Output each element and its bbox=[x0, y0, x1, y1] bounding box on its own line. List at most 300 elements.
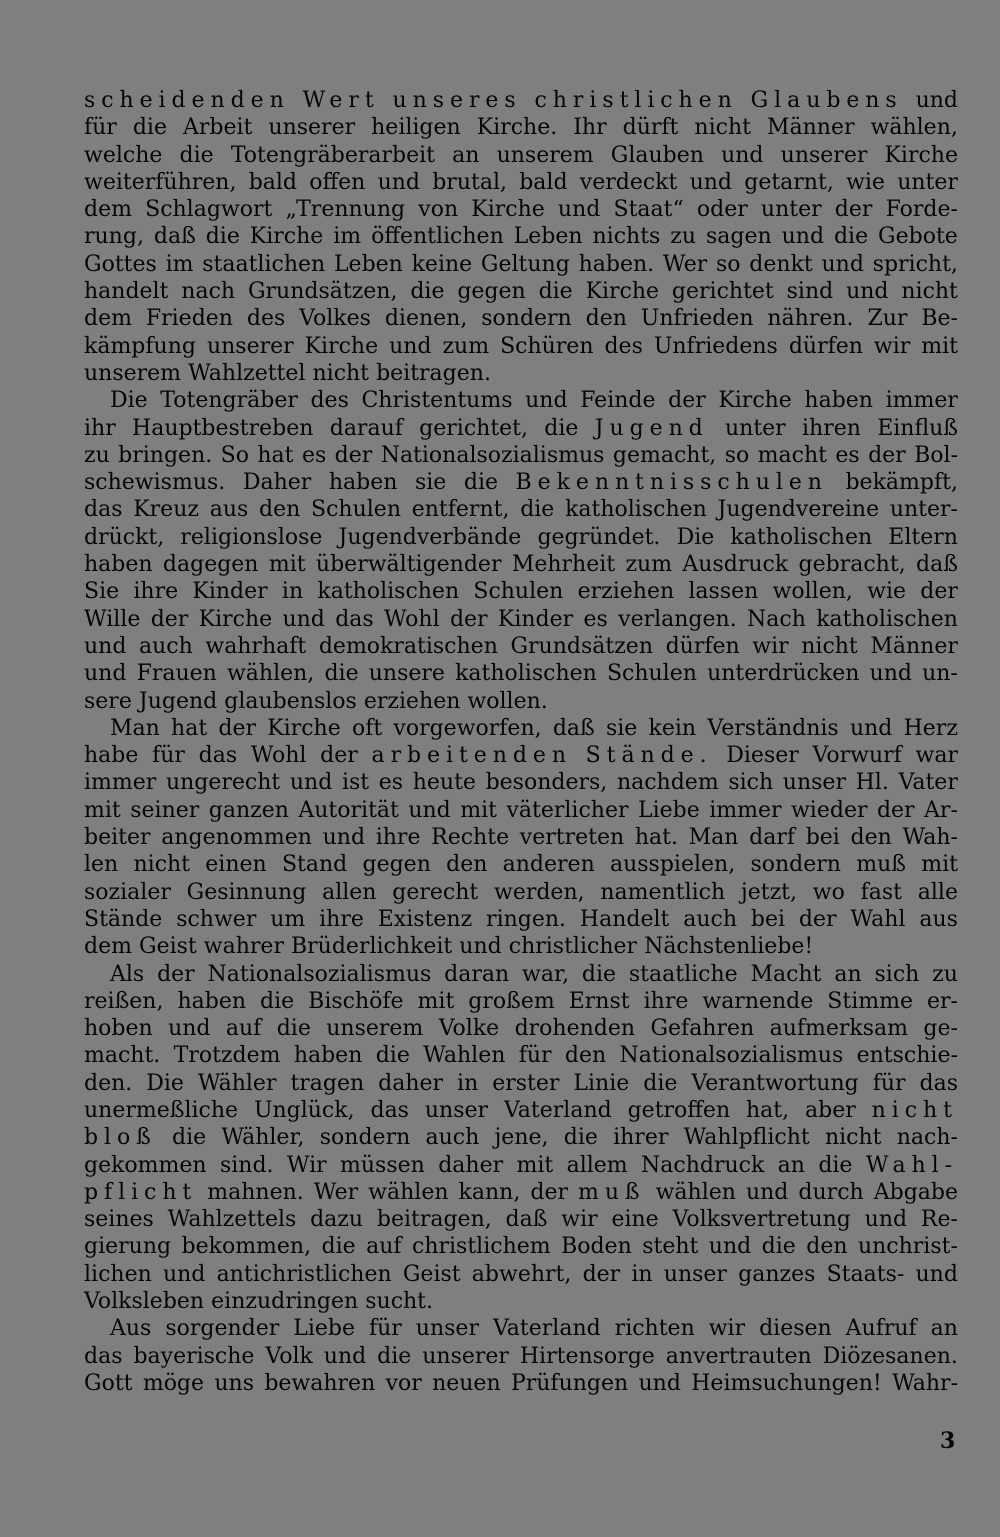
word: antichristlichen bbox=[216, 1261, 392, 1287]
word: Wohl bbox=[384, 606, 440, 632]
word: sozialer bbox=[84, 879, 171, 905]
word: Kirche bbox=[304, 333, 379, 359]
text-line bbox=[84, 879, 958, 906]
word: Wahlpflicht bbox=[683, 1125, 810, 1151]
word: und bbox=[708, 1234, 752, 1260]
word: Ar- bbox=[924, 797, 958, 823]
word: bei bbox=[750, 906, 786, 932]
word: und bbox=[84, 661, 127, 687]
word: unserer bbox=[206, 333, 294, 359]
word: öffentlichen bbox=[371, 224, 504, 250]
word: ge- bbox=[923, 1016, 958, 1042]
word: nicht bbox=[694, 115, 751, 141]
word: Feinde bbox=[580, 388, 656, 414]
spaced-word: bloß bbox=[84, 1125, 157, 1151]
text-line bbox=[84, 305, 958, 332]
word: war, bbox=[522, 961, 570, 987]
word: Kirche bbox=[198, 606, 273, 632]
word: Verständnis bbox=[707, 715, 839, 741]
word: nach bbox=[181, 279, 236, 305]
word: gegen bbox=[362, 852, 431, 878]
word: hat bbox=[171, 715, 208, 741]
word: sondern bbox=[481, 306, 572, 332]
word: tragen bbox=[290, 1070, 365, 1096]
word: Dieser bbox=[726, 743, 799, 769]
word: das bbox=[335, 606, 374, 632]
word: Staats- bbox=[826, 1261, 905, 1287]
text-line bbox=[84, 906, 958, 933]
word: so bbox=[716, 251, 741, 277]
word: wieder bbox=[790, 797, 868, 823]
word: das bbox=[84, 1343, 123, 1369]
word: an bbox=[777, 1152, 805, 1178]
word: Totengräberarbeit bbox=[230, 142, 436, 168]
word: Nationalsozialismus bbox=[207, 961, 432, 987]
word: überwältigender bbox=[315, 552, 502, 578]
word: lichen bbox=[84, 1261, 152, 1287]
word: wählen, bbox=[870, 115, 958, 141]
word: Re- bbox=[920, 1207, 958, 1233]
word: an bbox=[452, 142, 480, 168]
text-line bbox=[84, 1015, 958, 1042]
word: seines bbox=[84, 1207, 154, 1233]
word: warnende bbox=[702, 988, 814, 1014]
word: der bbox=[150, 606, 189, 632]
word: nicht bbox=[824, 1125, 882, 1151]
word: uns bbox=[214, 1370, 254, 1396]
word: steht bbox=[642, 1234, 699, 1260]
spaced-word: nicht bbox=[871, 1097, 958, 1123]
word: Geist bbox=[139, 934, 197, 960]
word: die bbox=[179, 142, 214, 168]
word: auf bbox=[225, 1016, 262, 1042]
word: Nationalsozialismus bbox=[380, 442, 605, 468]
word: staatlichen bbox=[202, 251, 326, 277]
word: Volke bbox=[438, 1016, 500, 1042]
word: hoben bbox=[84, 1016, 153, 1042]
word: len bbox=[84, 852, 119, 878]
word: zum bbox=[625, 552, 673, 578]
text-line bbox=[84, 933, 958, 960]
word: in bbox=[457, 1070, 479, 1096]
word: und bbox=[915, 1261, 958, 1287]
word: auch bbox=[683, 906, 738, 932]
word: Nachdruck bbox=[641, 1152, 765, 1178]
word: unter bbox=[724, 415, 786, 441]
word: dürft bbox=[622, 115, 679, 141]
word: getarnt, bbox=[744, 169, 834, 195]
word: Unglück, bbox=[253, 1097, 355, 1123]
word: immer bbox=[84, 770, 157, 796]
word: wollen, bbox=[772, 579, 853, 605]
word: auch bbox=[425, 1125, 480, 1151]
word: Gebote bbox=[878, 224, 958, 250]
word: Hirtensorge bbox=[519, 1343, 655, 1369]
word: ringen. bbox=[486, 906, 567, 932]
word: dem bbox=[84, 934, 132, 960]
word: und bbox=[721, 142, 764, 168]
word: der bbox=[868, 442, 906, 468]
word: Kirche bbox=[585, 279, 660, 305]
text-line bbox=[84, 1288, 958, 1315]
word: einen bbox=[205, 852, 267, 878]
paragraph bbox=[84, 1315, 958, 1397]
word: zum bbox=[442, 333, 490, 359]
page-number: 3 bbox=[940, 1428, 956, 1454]
word: er- bbox=[927, 988, 958, 1014]
word: Glauben bbox=[610, 142, 704, 168]
word: ganzes bbox=[738, 1261, 816, 1287]
spaced-word: Stände. bbox=[585, 743, 713, 769]
word: Liebe bbox=[637, 797, 700, 823]
word: der bbox=[334, 442, 373, 468]
word: unserer bbox=[780, 142, 868, 168]
text-line bbox=[84, 87, 958, 114]
text-line bbox=[84, 578, 958, 605]
word: haben bbox=[177, 988, 247, 1014]
word: den bbox=[564, 1043, 607, 1069]
word: Existenz bbox=[377, 906, 473, 932]
word: an bbox=[834, 961, 862, 987]
word: katholischen bbox=[730, 524, 873, 550]
word: Nächstenliebe! bbox=[644, 934, 814, 960]
word: Wahlzettel bbox=[188, 360, 306, 386]
word: Einfluß bbox=[877, 415, 958, 441]
word: Wähler bbox=[197, 1070, 277, 1096]
word: darauf bbox=[329, 415, 403, 441]
word: und bbox=[915, 88, 958, 113]
word: Jugend bbox=[138, 688, 218, 714]
word: haben bbox=[328, 470, 398, 496]
word: rung, bbox=[84, 224, 144, 250]
text-line bbox=[84, 1070, 958, 1097]
word: muß bbox=[856, 852, 906, 878]
text-line bbox=[84, 114, 958, 141]
word: von bbox=[418, 197, 459, 223]
word: dürfen bbox=[665, 633, 740, 659]
word: und bbox=[84, 633, 127, 659]
word: Ausdruck bbox=[682, 552, 789, 578]
word: Herz bbox=[903, 715, 958, 741]
word: der bbox=[834, 197, 873, 223]
text-line bbox=[84, 851, 958, 878]
word: unserem bbox=[496, 142, 594, 168]
word: väterlicher bbox=[506, 797, 629, 823]
word: und bbox=[459, 934, 502, 960]
word: gierung bbox=[84, 1234, 172, 1260]
word: sie bbox=[605, 715, 638, 741]
word: mit bbox=[417, 988, 455, 1014]
word: haben. bbox=[578, 251, 655, 277]
word: wählen bbox=[655, 1179, 736, 1205]
word: mit bbox=[516, 1152, 554, 1178]
word: alle bbox=[917, 879, 958, 905]
word: christlichem bbox=[412, 1234, 551, 1260]
word: Volk bbox=[265, 1343, 313, 1369]
word: unserer bbox=[422, 1343, 509, 1369]
word: oft bbox=[351, 715, 383, 741]
word: abwehrt, bbox=[471, 1261, 572, 1287]
word: Staat“ bbox=[613, 197, 684, 223]
word: katholischen bbox=[317, 579, 460, 605]
word: und bbox=[689, 169, 732, 195]
word: den bbox=[259, 497, 301, 523]
word: Vater bbox=[898, 770, 958, 796]
word: anderen bbox=[502, 852, 595, 878]
word: wählen, bbox=[226, 661, 315, 687]
word: und bbox=[846, 279, 889, 305]
word: hat. bbox=[634, 825, 678, 851]
word: die bbox=[377, 1343, 412, 1369]
word: diesen bbox=[759, 1316, 832, 1342]
text-line bbox=[84, 251, 958, 278]
word: beitragen. bbox=[376, 360, 491, 386]
word: katholischen bbox=[455, 661, 597, 687]
word: und bbox=[408, 797, 451, 823]
word: Vaterland bbox=[503, 1097, 612, 1123]
word: demokratischen bbox=[318, 633, 498, 659]
word: des bbox=[604, 333, 643, 359]
word: Mehrheit bbox=[511, 552, 616, 578]
word: den bbox=[850, 825, 892, 851]
word: Wir bbox=[286, 1152, 327, 1178]
word: macht bbox=[757, 442, 827, 468]
word: verdeckt bbox=[579, 169, 678, 195]
word: Volksleben bbox=[84, 1289, 205, 1315]
word: unermeßliche bbox=[84, 1097, 239, 1123]
word: Kinder bbox=[192, 579, 268, 605]
word: wahrer bbox=[203, 934, 284, 960]
word: katholischen bbox=[565, 497, 707, 523]
word: dem bbox=[84, 197, 132, 223]
word: unter bbox=[760, 197, 822, 223]
word: Trotzdem bbox=[173, 1043, 281, 1069]
word: entschie- bbox=[856, 1043, 958, 1069]
word: sind. bbox=[219, 1152, 274, 1178]
word: und bbox=[781, 224, 825, 250]
word: haben bbox=[293, 1043, 363, 1069]
word: Grundsätzen bbox=[510, 633, 653, 659]
word: angenommen bbox=[161, 825, 312, 851]
word: ihre bbox=[133, 579, 179, 605]
word: So bbox=[220, 442, 249, 468]
word: die bbox=[276, 1016, 311, 1042]
word: jene, bbox=[494, 1125, 549, 1151]
word: die bbox=[324, 661, 359, 687]
word: heiligen bbox=[371, 115, 461, 141]
text-line bbox=[84, 142, 958, 169]
word: beitragen, bbox=[376, 1207, 492, 1233]
word: neuen bbox=[432, 1370, 501, 1396]
word: brutal, bbox=[432, 169, 507, 195]
word: wie bbox=[846, 169, 885, 195]
word: allen bbox=[322, 879, 377, 905]
word: der bbox=[449, 606, 488, 632]
word: Leben bbox=[513, 224, 583, 250]
word: Wahlzettels bbox=[167, 1207, 297, 1233]
word: mahnen. bbox=[207, 1179, 304, 1205]
word: getroffen bbox=[627, 1097, 731, 1123]
word: beiter bbox=[84, 825, 151, 851]
word: Forde- bbox=[885, 197, 958, 223]
word: bayerische bbox=[133, 1343, 255, 1369]
word: drohenden bbox=[514, 1016, 636, 1042]
word: die bbox=[410, 279, 445, 305]
text-line bbox=[84, 1042, 958, 1069]
word: Geltung bbox=[480, 251, 570, 277]
word: der bbox=[157, 961, 195, 987]
word: der bbox=[668, 388, 706, 414]
word: bringen. bbox=[118, 442, 213, 468]
word: mit bbox=[268, 552, 306, 578]
word: Leben bbox=[333, 251, 403, 277]
word: namentlich bbox=[600, 879, 726, 905]
word: unter bbox=[897, 169, 958, 195]
word: Grundsätzen, bbox=[247, 279, 398, 305]
word: der bbox=[582, 1261, 621, 1287]
word: Wähler, bbox=[221, 1125, 305, 1151]
word: vor bbox=[385, 1370, 422, 1396]
word: Brüderlichkeit bbox=[291, 934, 453, 960]
text-line bbox=[84, 278, 958, 305]
word: das bbox=[84, 497, 123, 523]
word: für bbox=[152, 743, 185, 769]
word: und bbox=[323, 1343, 367, 1369]
word: Gesinnung bbox=[186, 879, 307, 905]
text-line bbox=[84, 660, 958, 687]
word: seiner bbox=[130, 797, 200, 823]
word: sich bbox=[728, 770, 774, 796]
word: Kirche bbox=[718, 388, 792, 414]
word: wir bbox=[561, 1207, 598, 1233]
word: Liebe bbox=[293, 1316, 356, 1342]
word: zu bbox=[670, 224, 697, 250]
word: und bbox=[864, 1207, 908, 1233]
word: darf bbox=[749, 825, 796, 851]
word: Wahlen bbox=[423, 1043, 506, 1069]
word: wählen bbox=[368, 1179, 449, 1205]
paragraph bbox=[84, 387, 958, 715]
text-line bbox=[84, 797, 958, 824]
word: hat bbox=[257, 442, 294, 468]
word: Gefahren bbox=[650, 1016, 755, 1042]
word: Arbeit bbox=[183, 115, 253, 141]
word: religionslose bbox=[180, 524, 323, 550]
word: Vorwurf bbox=[812, 743, 902, 769]
word: so bbox=[724, 442, 750, 468]
text-line bbox=[84, 1179, 958, 1206]
word: wo bbox=[812, 879, 845, 905]
word: einzudringen bbox=[211, 1289, 359, 1315]
word: Wer bbox=[662, 251, 708, 277]
word: Stände bbox=[84, 906, 163, 932]
word: den. bbox=[84, 1070, 133, 1096]
word: Männer bbox=[870, 633, 958, 659]
word: die bbox=[463, 470, 498, 496]
text-line bbox=[84, 196, 958, 223]
word: Ernst bbox=[568, 988, 630, 1014]
word: gerichtet, bbox=[419, 415, 529, 441]
word: Schlagwort bbox=[145, 197, 273, 223]
word: es bbox=[835, 442, 860, 468]
word: staatliche bbox=[628, 961, 738, 987]
word: vertreten bbox=[519, 825, 625, 851]
spaced-word: unseres bbox=[392, 88, 522, 113]
spaced-word: arbeitenden bbox=[371, 743, 572, 769]
word: immer bbox=[885, 388, 958, 414]
text-line bbox=[84, 360, 958, 387]
word: und bbox=[282, 606, 325, 632]
word: und bbox=[745, 1179, 789, 1205]
word: die bbox=[761, 1234, 796, 1260]
word: Linie bbox=[573, 1070, 630, 1096]
word: Wille bbox=[84, 606, 141, 632]
text-line bbox=[84, 1261, 958, 1288]
word: das bbox=[370, 1097, 409, 1123]
word: keine bbox=[411, 251, 473, 277]
word: mit bbox=[921, 852, 958, 878]
word: aber bbox=[805, 1097, 856, 1123]
word: jetzt, bbox=[740, 879, 798, 905]
word: und bbox=[162, 1261, 206, 1287]
word: heute bbox=[412, 770, 476, 796]
word: Wahl bbox=[850, 906, 906, 932]
word: gegründet. bbox=[537, 524, 661, 550]
text-line bbox=[84, 1124, 958, 1151]
word: an bbox=[930, 1316, 958, 1342]
word: verlangen. bbox=[618, 606, 737, 632]
word: die bbox=[172, 1125, 207, 1151]
word: ausspielen, bbox=[609, 852, 736, 878]
word: vorgeworfen, bbox=[393, 715, 542, 741]
word: die bbox=[833, 224, 869, 250]
spaced-word: pflicht bbox=[84, 1179, 198, 1205]
word: unser bbox=[663, 1261, 727, 1287]
word: sorgender bbox=[165, 1316, 280, 1342]
word: und bbox=[389, 333, 432, 359]
word: Be- bbox=[921, 306, 958, 332]
word: die bbox=[321, 1234, 356, 1260]
word: und bbox=[525, 388, 568, 414]
word: welche bbox=[84, 142, 163, 168]
word: Totengräber bbox=[160, 388, 298, 414]
word: großem bbox=[468, 988, 555, 1014]
word: unserem bbox=[326, 1016, 424, 1042]
word: Hauptbestreben bbox=[132, 415, 314, 441]
word: daran bbox=[444, 961, 510, 987]
word: Jugendverbände bbox=[338, 524, 522, 550]
word: und bbox=[821, 251, 864, 277]
word: auf bbox=[366, 1234, 402, 1260]
text-line bbox=[84, 1370, 958, 1397]
text-line bbox=[84, 387, 958, 414]
word: Stand bbox=[281, 852, 348, 878]
word: für bbox=[872, 1070, 906, 1096]
word: denkt bbox=[749, 251, 813, 277]
word: dienen, bbox=[384, 306, 468, 332]
word: daß bbox=[552, 715, 595, 741]
text-line bbox=[84, 524, 958, 551]
word: die bbox=[643, 1070, 678, 1096]
word: Die bbox=[676, 524, 715, 550]
word: im bbox=[333, 224, 362, 250]
word: ihre bbox=[375, 825, 421, 851]
word: die bbox=[375, 1043, 410, 1069]
word: Gott bbox=[84, 1370, 133, 1396]
word: Unfriedens bbox=[653, 333, 778, 359]
text-line bbox=[84, 169, 958, 196]
word: unterdrücken bbox=[707, 661, 860, 687]
